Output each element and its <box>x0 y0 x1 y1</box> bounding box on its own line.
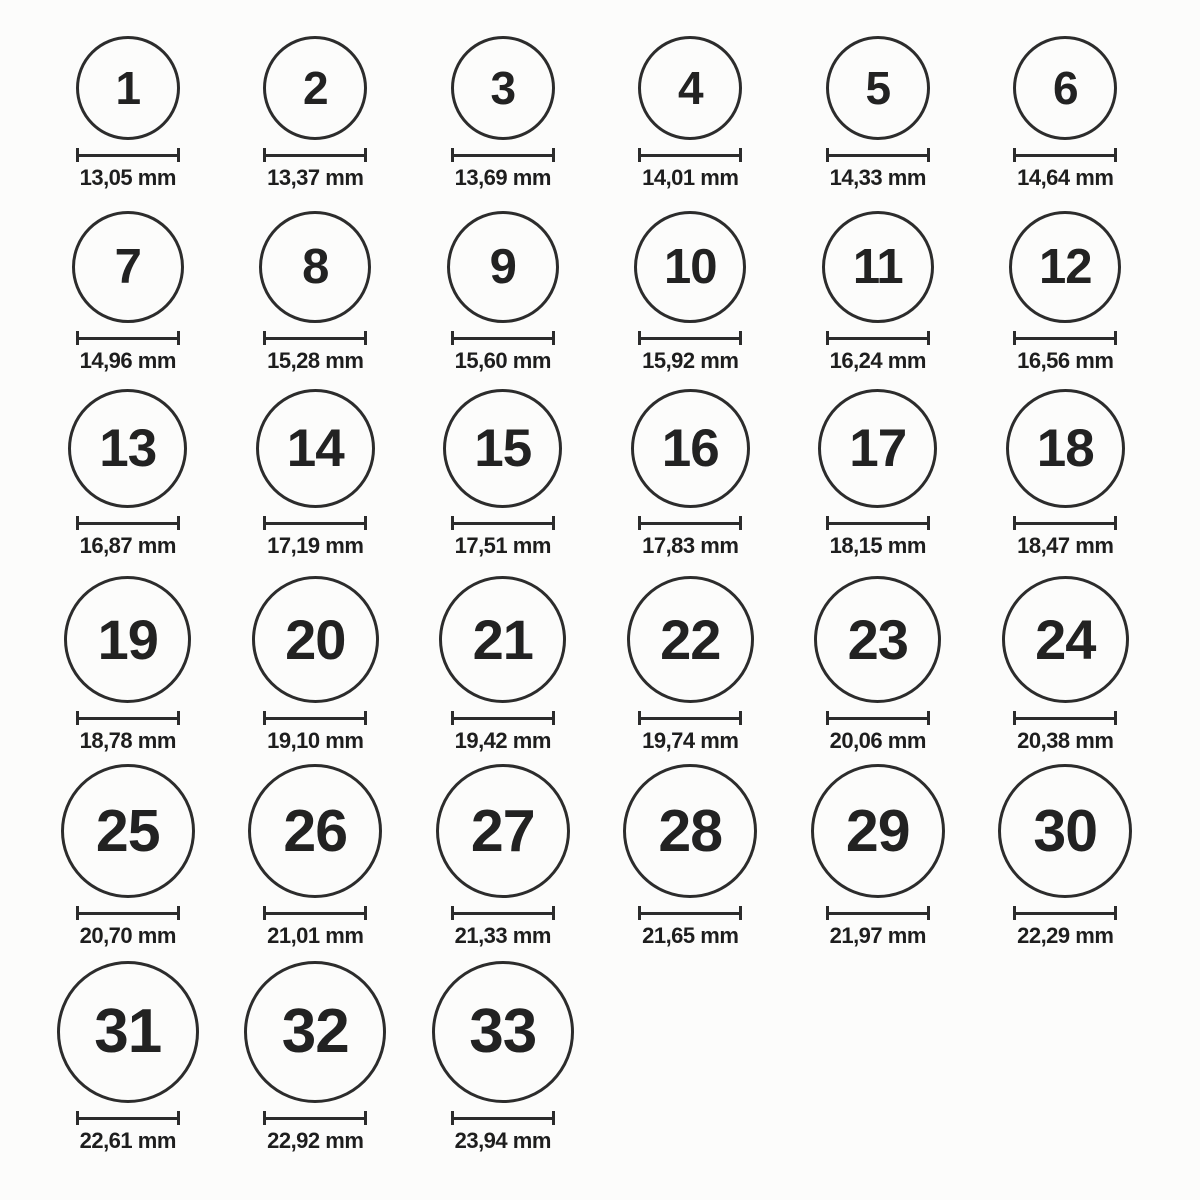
ruler-tick-left <box>451 331 454 345</box>
ring-circle <box>432 961 574 1103</box>
ruler-line <box>638 154 742 157</box>
diameter-ruler <box>1013 331 1117 345</box>
ring-size-cell <box>409 576 597 754</box>
ring-size-number: 7 <box>114 239 141 294</box>
ring-size-number: 29 <box>845 797 910 864</box>
diameter-ruler <box>1013 906 1117 920</box>
diameter-ruler <box>826 148 930 162</box>
ruler-tick-left <box>76 148 79 162</box>
ruler-tick-right <box>552 711 555 725</box>
chart-row <box>34 764 1159 949</box>
ring-size-number: 33 <box>469 997 537 1066</box>
chart-row <box>34 961 597 1154</box>
diameter-label: 19,42 mm <box>454 728 551 753</box>
diameter-label: 20,70 mm <box>79 923 176 948</box>
ruler-tick-right <box>552 331 555 345</box>
ring-size-cell <box>972 389 1160 559</box>
ruler-line <box>451 337 555 340</box>
ring-size-cell <box>222 576 410 754</box>
ring-circle <box>248 764 382 898</box>
ring-size-number: 25 <box>95 797 160 864</box>
ruler-line <box>76 912 180 915</box>
diameter-ruler <box>263 906 367 920</box>
ruler-line <box>76 154 180 157</box>
diameter-ruler <box>76 331 180 345</box>
ring-circle <box>263 36 367 140</box>
ruler-line <box>263 912 367 915</box>
ring-size-cell <box>222 961 410 1154</box>
diameter-ruler <box>638 516 742 530</box>
ruler-tick-right <box>927 148 930 162</box>
ruler-tick-left <box>826 906 829 920</box>
ring-circle <box>822 211 934 323</box>
diameter-label: 18,47 mm <box>1017 533 1114 558</box>
diameter-ruler <box>76 1111 180 1125</box>
ring-size-number: 17 <box>849 419 907 478</box>
diameter-ruler <box>451 906 555 920</box>
ruler-tick-left <box>76 906 79 920</box>
ring-circle <box>443 389 562 508</box>
ring-size-number: 22 <box>660 607 721 671</box>
ruler-tick-left <box>263 516 266 530</box>
diameter-label: 17,19 mm <box>267 533 364 558</box>
ruler-line <box>263 717 367 720</box>
ruler-line <box>826 337 930 340</box>
diameter-label: 14,64 mm <box>1017 165 1114 190</box>
ring-size-cell <box>222 764 410 949</box>
ring-circle <box>1006 389 1125 508</box>
diameter-ruler <box>451 148 555 162</box>
ruler-tick-left <box>263 906 266 920</box>
diameter-label: 18,15 mm <box>829 533 926 558</box>
ring-size-cell <box>597 211 785 374</box>
ring-size-cell <box>34 576 222 754</box>
ring-size-cell <box>972 211 1160 374</box>
ruler-tick-right <box>927 711 930 725</box>
ruler-tick-left <box>263 148 266 162</box>
ruler-tick-right <box>177 711 180 725</box>
ring-size-cell <box>222 36 410 191</box>
ring-size-cell <box>784 211 972 374</box>
ruler-tick-right <box>739 906 742 920</box>
ring-size-number: 16 <box>661 419 719 478</box>
diameter-ruler <box>826 331 930 345</box>
ring-circle <box>252 576 379 703</box>
diameter-ruler <box>451 711 555 725</box>
ruler-tick-right <box>552 516 555 530</box>
ring-size-cell <box>784 389 972 559</box>
ring-size-number: 18 <box>1036 419 1094 478</box>
diameter-ruler <box>76 906 180 920</box>
ruler-line <box>1013 522 1117 525</box>
ruler-tick-left <box>826 331 829 345</box>
ring-size-number: 32 <box>281 997 349 1066</box>
diameter-label: 14,33 mm <box>829 165 926 190</box>
diameter-label: 15,28 mm <box>267 348 364 373</box>
diameter-ruler <box>76 711 180 725</box>
ruler-tick-right <box>364 148 367 162</box>
ruler-line <box>826 912 930 915</box>
ruler-tick-left <box>1013 906 1016 920</box>
ring-size-number: 4 <box>677 62 703 114</box>
diameter-label: 15,60 mm <box>454 348 551 373</box>
ruler-tick-left <box>451 516 454 530</box>
diameter-label: 13,69 mm <box>454 165 551 190</box>
ring-circle <box>447 211 559 323</box>
ruler-tick-right <box>927 331 930 345</box>
ruler-tick-left <box>1013 711 1016 725</box>
ruler-tick-left <box>826 516 829 530</box>
ruler-line <box>1013 912 1117 915</box>
ruler-tick-left <box>451 711 454 725</box>
ruler-line <box>451 912 555 915</box>
diameter-label: 13,05 mm <box>79 165 176 190</box>
ring-circle <box>68 389 187 508</box>
ruler-tick-right <box>364 711 367 725</box>
ruler-line <box>451 717 555 720</box>
ring-circle <box>1009 211 1121 323</box>
diameter-label: 20,06 mm <box>829 728 926 753</box>
ring-circle <box>818 389 937 508</box>
ruler-line <box>638 337 742 340</box>
diameter-label: 21,65 mm <box>642 923 739 948</box>
diameter-label: 18,78 mm <box>79 728 176 753</box>
diameter-label: 21,97 mm <box>829 923 926 948</box>
ruler-line <box>76 337 180 340</box>
ring-size-number: 30 <box>1033 797 1098 864</box>
ring-size-cell <box>34 764 222 949</box>
diameter-ruler <box>1013 516 1117 530</box>
chart-row <box>34 36 1159 191</box>
diameter-ruler <box>826 906 930 920</box>
ring-circle <box>256 389 375 508</box>
ruler-line <box>76 717 180 720</box>
ring-size-cell <box>409 211 597 374</box>
ring-size-number: 31 <box>94 997 162 1066</box>
ring-size-number: 2 <box>302 62 328 114</box>
ring-size-number: 24 <box>1035 607 1096 671</box>
diameter-ruler <box>263 711 367 725</box>
chart-row <box>34 576 1159 754</box>
diameter-ruler <box>451 1111 555 1125</box>
diameter-label: 14,96 mm <box>79 348 176 373</box>
ring-size-number: 8 <box>302 239 329 294</box>
diameter-label: 17,51 mm <box>454 533 551 558</box>
ring-size-cell <box>409 389 597 559</box>
ruler-tick-left <box>1013 148 1016 162</box>
ruler-tick-right <box>1114 711 1117 725</box>
ring-circle <box>64 576 191 703</box>
ring-size-number: 10 <box>663 239 717 294</box>
ring-circle <box>436 764 570 898</box>
diameter-ruler <box>263 148 367 162</box>
ruler-tick-left <box>826 148 829 162</box>
ruler-tick-right <box>364 516 367 530</box>
diameter-label: 23,94 mm <box>454 1128 551 1153</box>
ring-size-cell <box>972 36 1160 191</box>
chart-row <box>34 389 1159 559</box>
ruler-tick-left <box>638 711 641 725</box>
ruler-tick-left <box>638 516 641 530</box>
ring-size-number: 15 <box>474 419 532 478</box>
ring-size-number: 5 <box>865 62 891 114</box>
diameter-label: 20,38 mm <box>1017 728 1114 753</box>
diameter-label: 14,01 mm <box>642 165 739 190</box>
ruler-tick-right <box>1114 906 1117 920</box>
ruler-line <box>76 522 180 525</box>
ruler-tick-left <box>263 711 266 725</box>
ring-size-cell <box>409 961 597 1154</box>
ring-size-cell <box>34 961 222 1154</box>
ruler-tick-right <box>364 1111 367 1125</box>
ruler-line <box>826 522 930 525</box>
ring-size-number: 3 <box>490 62 516 114</box>
ruler-tick-right <box>927 516 930 530</box>
ring-size-number: 12 <box>1038 239 1092 294</box>
diameter-ruler <box>638 711 742 725</box>
ruler-tick-left <box>76 1111 79 1125</box>
ring-size-number: 1 <box>115 62 141 114</box>
ruler-tick-right <box>177 906 180 920</box>
ruler-tick-left <box>1013 516 1016 530</box>
diameter-label: 16,56 mm <box>1017 348 1114 373</box>
diameter-ruler <box>826 711 930 725</box>
diameter-label: 22,61 mm <box>79 1128 176 1153</box>
diameter-ruler <box>826 516 930 530</box>
diameter-label: 15,92 mm <box>642 348 739 373</box>
ring-circle <box>61 764 195 898</box>
ruler-line <box>638 912 742 915</box>
ring-size-cell <box>784 36 972 191</box>
ruler-line <box>76 1117 180 1120</box>
ruler-line <box>263 337 367 340</box>
ruler-tick-right <box>927 906 930 920</box>
ruler-line <box>638 522 742 525</box>
diameter-ruler <box>263 516 367 530</box>
diameter-label: 22,29 mm <box>1017 923 1114 948</box>
ruler-tick-left <box>76 711 79 725</box>
diameter-label: 13,37 mm <box>267 165 364 190</box>
ring-size-number: 14 <box>286 419 344 478</box>
ring-size-cell <box>784 764 972 949</box>
diameter-ruler <box>1013 711 1117 725</box>
ring-size-number: 23 <box>847 607 908 671</box>
ring-size-cell <box>34 211 222 374</box>
ring-circle <box>998 764 1132 898</box>
ring-size-number: 6 <box>1052 62 1078 114</box>
diameter-ruler <box>263 331 367 345</box>
ring-size-cell <box>972 764 1160 949</box>
diameter-ruler <box>638 331 742 345</box>
ring-circle <box>57 961 199 1103</box>
ring-size-cell <box>34 36 222 191</box>
ruler-tick-right <box>364 331 367 345</box>
ruler-line <box>451 1117 555 1120</box>
ruler-tick-right <box>364 906 367 920</box>
ring-size-cell <box>784 576 972 754</box>
ring-circle <box>72 211 184 323</box>
ring-circle <box>627 576 754 703</box>
ruler-line <box>1013 154 1117 157</box>
ruler-line <box>826 154 930 157</box>
ring-size-number: 27 <box>470 797 535 864</box>
ring-circle <box>451 36 555 140</box>
ring-circle <box>814 576 941 703</box>
ring-circle <box>811 764 945 898</box>
diameter-label: 19,74 mm <box>642 728 739 753</box>
ruler-tick-left <box>76 516 79 530</box>
diameter-label: 16,87 mm <box>79 533 176 558</box>
ruler-tick-left <box>1013 331 1016 345</box>
ruler-line <box>263 154 367 157</box>
ring-size-cell <box>34 389 222 559</box>
ring-size-cell <box>597 36 785 191</box>
ruler-tick-right <box>552 148 555 162</box>
ruler-tick-right <box>177 1111 180 1125</box>
ruler-tick-right <box>552 1111 555 1125</box>
ring-size-cell <box>972 576 1160 754</box>
ruler-line <box>1013 717 1117 720</box>
ring-size-number: 21 <box>472 607 533 671</box>
ruler-tick-right <box>1114 331 1117 345</box>
ruler-line <box>451 522 555 525</box>
diameter-label: 17,83 mm <box>642 533 739 558</box>
ruler-tick-left <box>263 1111 266 1125</box>
diameter-ruler <box>76 516 180 530</box>
diameter-ruler <box>638 906 742 920</box>
ruler-tick-left <box>451 148 454 162</box>
ruler-line <box>638 717 742 720</box>
ring-circle <box>631 389 750 508</box>
ruler-tick-right <box>177 148 180 162</box>
ruler-tick-right <box>739 331 742 345</box>
ruler-tick-left <box>76 331 79 345</box>
chart-row <box>34 211 1159 374</box>
diameter-ruler <box>451 331 555 345</box>
ruler-tick-left <box>826 711 829 725</box>
ring-circle <box>259 211 371 323</box>
ring-size-number: 11 <box>852 239 903 294</box>
diameter-label: 21,33 mm <box>454 923 551 948</box>
ring-circle <box>1013 36 1117 140</box>
diameter-label: 16,24 mm <box>829 348 926 373</box>
ring-size-number: 20 <box>285 607 346 671</box>
ruler-tick-right <box>552 906 555 920</box>
ruler-tick-right <box>1114 516 1117 530</box>
ring-size-number: 19 <box>97 607 158 671</box>
ring-size-number: 13 <box>99 419 157 478</box>
ring-size-cell <box>222 389 410 559</box>
ring-circle <box>638 36 742 140</box>
ring-circle <box>76 36 180 140</box>
ruler-tick-left <box>638 148 641 162</box>
ruler-tick-left <box>638 331 641 345</box>
ruler-tick-right <box>177 516 180 530</box>
ring-size-cell <box>597 576 785 754</box>
ring-size-number: 28 <box>658 797 723 864</box>
ruler-tick-left <box>451 1111 454 1125</box>
ring-size-cell <box>222 211 410 374</box>
ring-circle <box>439 576 566 703</box>
diameter-label: 22,92 mm <box>267 1128 364 1153</box>
ring-size-cell <box>597 764 785 949</box>
ring-size-cell <box>409 36 597 191</box>
ruler-tick-right <box>1114 148 1117 162</box>
ring-circle <box>634 211 746 323</box>
diameter-label: 19,10 mm <box>267 728 364 753</box>
ruler-tick-left <box>638 906 641 920</box>
ruler-tick-left <box>451 906 454 920</box>
ruler-line <box>263 522 367 525</box>
ring-circle <box>1002 576 1129 703</box>
ruler-line <box>1013 337 1117 340</box>
ruler-tick-left <box>263 331 266 345</box>
ring-circle <box>623 764 757 898</box>
ruler-tick-right <box>739 148 742 162</box>
ring-size-cell <box>409 764 597 949</box>
diameter-ruler <box>76 148 180 162</box>
diameter-ruler <box>451 516 555 530</box>
diameter-ruler <box>1013 148 1117 162</box>
diameter-label: 21,01 mm <box>267 923 364 948</box>
ruler-tick-right <box>177 331 180 345</box>
diameter-ruler <box>638 148 742 162</box>
ruler-tick-right <box>739 711 742 725</box>
ring-size-cell <box>597 389 785 559</box>
diameter-ruler <box>263 1111 367 1125</box>
ring-size-number: 26 <box>283 797 348 864</box>
ring-size-number: 9 <box>489 239 516 294</box>
ruler-line <box>451 154 555 157</box>
ring-circle <box>244 961 386 1103</box>
ruler-tick-right <box>739 516 742 530</box>
ruler-line <box>263 1117 367 1120</box>
ring-circle <box>826 36 930 140</box>
ruler-line <box>826 717 930 720</box>
